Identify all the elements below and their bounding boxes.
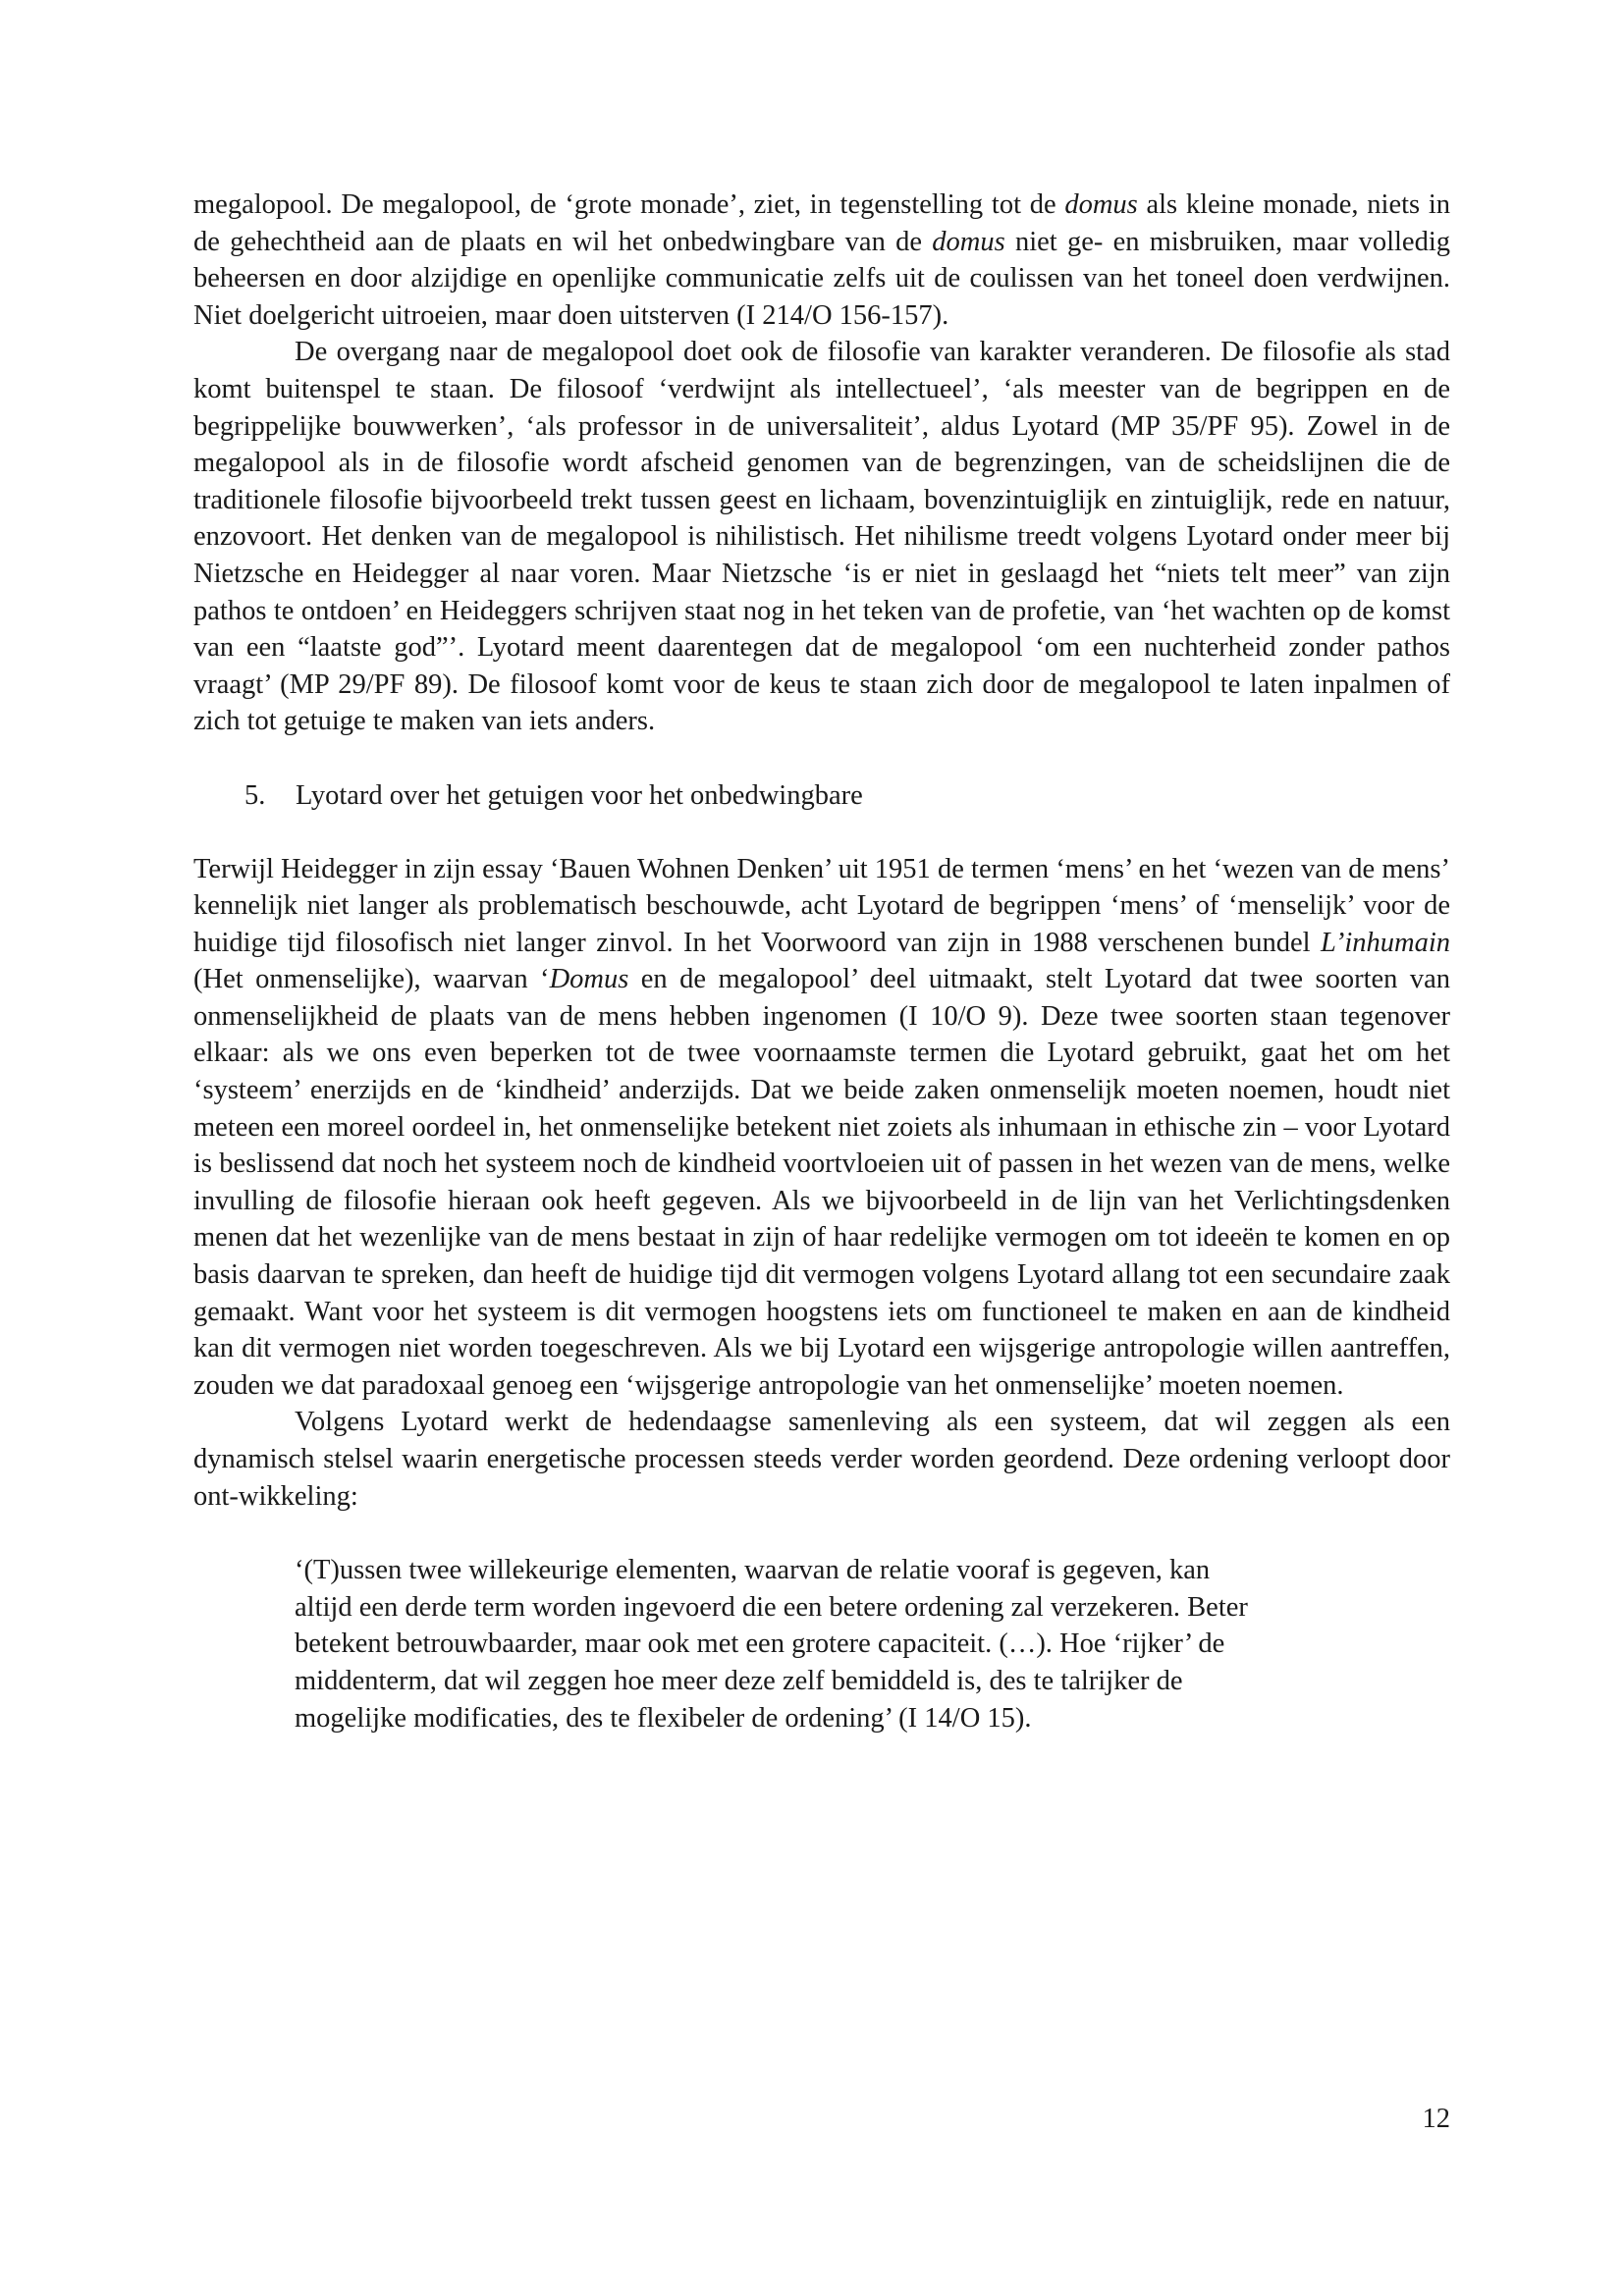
paragraph-4 — [193, 1404, 1450, 1515]
block-quote-line: betekent betrouwbaarder, maar ook met een grotere capaciteit. (…). Hoe ‘rijker’ de — [295, 1629, 1225, 1660]
paragraph-1-seg-3: domus — [932, 226, 1005, 257]
page-body — [193, 187, 1450, 1736]
paragraph-1-seg-2: als kleine monade, niets in de gehechtheid aan de plaats en wil het onbedwingbare van de — [193, 189, 1450, 257]
paragraph-3-seg-0: Terwijl Heidegger in zijn essay ‘Bauen Wohnen Denken’ uit 1951 de termen ‘mens’ en het ‘wezen van de mens’ kennelijk niet langer als problematisch beschouwde, acht Lyotard de begrippen ‘mens’ of ‘menselijk’ voor de huidige tijd filosofisch niet langer zinvol. In het Voorwoord van zijn in 1988 verschenen bundel — [193, 853, 1450, 958]
paragraph-3-seg-1: L’inhumain — [1321, 927, 1450, 958]
section-heading — [193, 777, 1450, 815]
section-title: Lyotard over het getuigen voor het onbedwingbare — [296, 779, 863, 811]
page-number: 12 — [1422, 2104, 1450, 2134]
paragraph-3-seg-4: en de megalopool’ deel uitmaakt, stelt Lyotard dat twee soorten van onmenselijkheid de plaats van de mens hebben ingenomen (I 10/O 9). Deze twee soorten staan tegenover elkaar: als we ons even beperken tot de twee voornaamste termen die Lyotard gebruikt, gaat het om het ‘systeem’ enerzijds en de ‘kindheid’ anderzijds. Dat we beide zaken onmenselijk moeten noemen, houdt niet meteen een moreel oordeel in, het onmenselijke betekent niet zoiets als inhumaan in ethische zin – voor Lyotard is beslissend dat noch het systeem noch de kindheid voortvloeien uit of passen in het wezen van de mens, welke invulling de filosofie hieraan ook heeft gegeven. Als we bijvoorbeeld in de lijn van het Verlichtingsdenken menen dat het wezenlijke van de mens bestaat in zijn of haar redelijke vermogen om tot ideeën te komen en op basis daarvan te spreken, dan heeft de huidige tijd dit vermogen volgens Lyotard allang tot een secundaire zaak gemaakt. Want voor het systeem is dit vermogen hoogstens iets om functioneel te maken en aan de kindheid kan dit vermogen niet worden toegeschreven. Als we bij Lyotard een wijsgerige antropologie willen aantreffen, zouden we dat paradoxaal genoeg een ‘wijsgerige antropologie van het onmenselijke’ moeten noemen. — [193, 964, 1451, 1401]
paragraph-2 — [193, 334, 1450, 740]
paragraph-1-seg-1: domus — [1064, 189, 1138, 220]
block-quote-line: altijd een derde term worden ingevoerd die een betere ordening zal verzekeren. Beter — [295, 1591, 1248, 1623]
paragraph-1 — [193, 187, 1450, 334]
paragraph-4-seg-0: Volgens Lyotard werkt de hedendaagse samenleving als een systeem, dat wil zeggen als een dynamisch stelsel waarin energetische processen steeds verder worden geordend. Deze ordening verloopt door ont-wikkeling: — [193, 1407, 1450, 1512]
block-quote-line: middenterm, dat wil zeggen hoe meer deze zelf bemiddeld is, des te talrijker de — [295, 1665, 1183, 1696]
block-quote-line: mogelijke modificaties, des te flexibeler de ordening’ (I 14/O 15). — [295, 1702, 1032, 1734]
paragraph-2-seg-0: De overgang naar de megalopool doet ook de filosofie van karakter veranderen. De filosofie als stad komt buitenspel te staan. De filosoof ‘verdwijnt als intellectueel’, ‘als meester van de begrippen en de begrippelijke bouwwerken’, ‘als professor in de universaliteit’, aldus Lyotard (MP 35/PF 95). Zowel in de megalopool als in de filosofie wordt afscheid genomen van de begrenzingen, van de scheidslijnen die de traditionele filosofie bijvoorbeeld trekt tussen geest en lichaam, bovenzintuiglijk en zintuiglijk, rede en natuur, enzovoort. Het denken van de megalopool is nihilistisch. Het nihilisme treedt volgens Lyotard onder meer bij Nietzsche en Heidegger al naar voren. Maar Nietzsche ‘is er niet in geslaagd het “niets telt meer” van zijn pathos te ontdoen’ en Heideggers schrijven staat nog in het teken van de profetie, van ‘het wachten op de komst van een “laatste god”’. Lyotard meent daarentegen dat de megalopool ‘om een nuchterheid zonder pathos vraagt’ (MP 29/PF 89). De filosoof komt voor de keus te staan zich door de megalopool te laten inpalmen of zich tot getuige te maken van iets anders. — [193, 337, 1450, 737]
paragraph-1-seg-4: niet ge- en misbruiken, maar volledig beheersen en door alzijdige en openlijke communicatie zelfs uit de coulissen van het toneel doen verdwijnen. Niet doelgericht uitroeien, maar doen uitsterven (I 214/O 156-157). — [193, 226, 1450, 331]
block-quote — [295, 1552, 1450, 1736]
section-number: 5. — [244, 779, 266, 811]
paragraph-3-seg-3: Domus — [549, 964, 629, 995]
block-quote-line: ‘(T)ussen twee willekeurige elementen, waarvan de relatie vooraf is gegeven, kan — [295, 1555, 1211, 1586]
paragraph-3 — [193, 851, 1450, 1405]
paragraph-3-seg-2: (Het onmenselijke), waarvan ‘ — [193, 964, 550, 995]
paragraph-1-seg-0: megalopool. De megalopool, de ‘grote monade’, ziet, in tegenstelling tot de — [193, 189, 1065, 220]
